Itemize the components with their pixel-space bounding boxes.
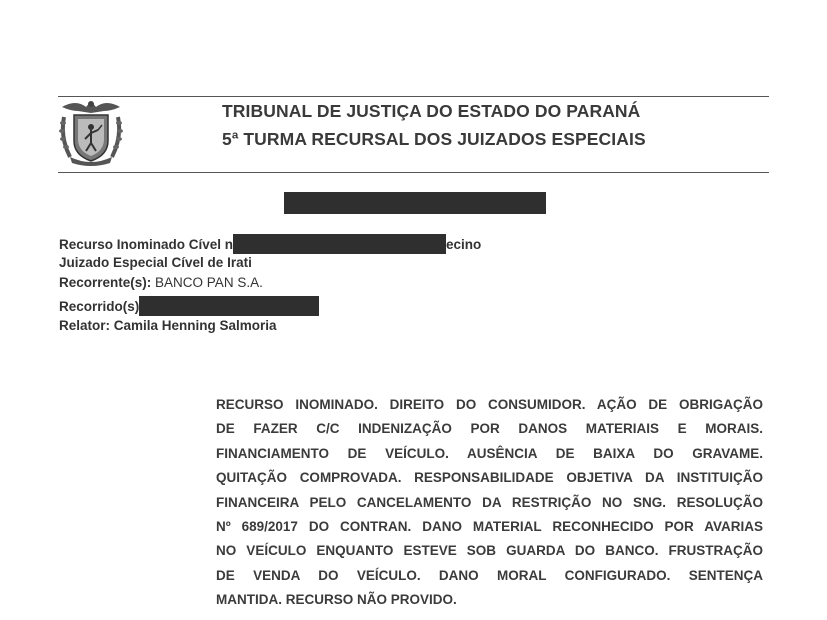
recurso-suffix: ecino: [446, 237, 482, 252]
redaction-title: [284, 192, 546, 214]
ementa-line: MANTIDA. RECURSO NÃO PROVIDO.: [216, 592, 457, 608]
juizado-line: Juizado Especial Cível de Irati: [59, 255, 252, 270]
ementa-line: FINANCEIRA PELO CANCELAMENTO DA RESTRIÇÃO NO SNG. RESOLUÇÃO: [216, 494, 763, 510]
header-top-rule: [58, 96, 769, 97]
redaction-recurso-number: [233, 234, 446, 254]
ementa-line: DE VENDA DO VEÍCULO. DANO MORAL CONFIGURADO. SENTENÇA: [216, 567, 763, 583]
recurso-line: [59, 234, 481, 254]
court-name: TRIBUNAL DE JUSTIÇA DO ESTADO DO PARANÁ: [222, 101, 641, 121]
recorrido-label: Recorrido(s): [59, 299, 140, 314]
recorrente-value: BANCO PAN S.A.: [155, 275, 263, 290]
recorrido-line: [59, 296, 319, 316]
ementa-line: Nº 689/2017 DO CONTRAN. DANO MATERIAL RECONHECIDO POR AVARIAS: [216, 518, 763, 534]
ementa-line: RECURSO INOMINADO. DIREITO DO CONSUMIDOR. AÇÃO DE OBRIGAÇÃO: [216, 397, 763, 412]
recorrente-label: Recorrente(s):: [59, 275, 152, 290]
ementa-line: FINANCIAMENTO DE VEÍCULO. AUSÊNCIA DE BAIXA DO GRAVAME.: [216, 445, 763, 461]
parana-coat-of-arms-icon: [56, 97, 126, 167]
header-bottom-rule: [58, 172, 769, 173]
recorrente-line: [59, 275, 263, 290]
relator-line: Relator: Camila Henning Salmoria: [59, 318, 277, 333]
ementa-line: QUITAÇÃO COMPROVADA. RESPONSABILIDADE OBJETIVA DA INSTITUIÇÃO: [216, 470, 763, 486]
recurso-prefix: Recurso Inominado Cível n: [59, 237, 234, 252]
ementa-block: [216, 393, 763, 613]
ementa-line: NO VEÍCULO ENQUANTO ESTEVE SOB GUARDA DO BANCO. FRUSTRAÇÃO: [216, 543, 763, 559]
chamber-name: 5ª TURMA RECURSAL DOS JUIZADOS ESPECIAIS: [222, 129, 646, 149]
ementa-line: DE FAZER C/C INDENIZAÇÃO POR DANOS MATERIAIS E MORAIS.: [216, 421, 763, 437]
redaction-recorrido: [139, 296, 319, 316]
